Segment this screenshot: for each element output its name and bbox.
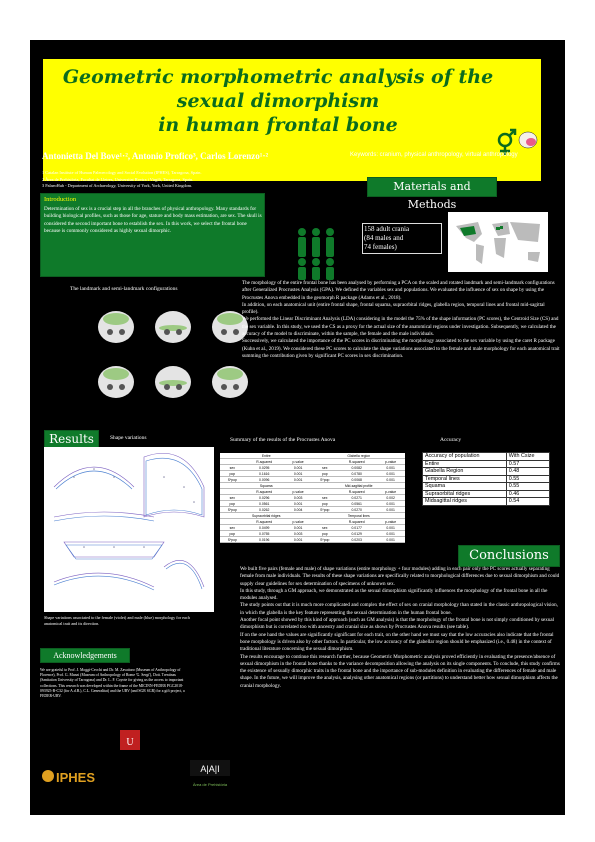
conclusions-paragraph: In this study, through a GM approach, we demonstrated as the sexual dimorphism significantly influences the morphology of the frontal bone in all the modules analysed. xyxy=(240,587,548,602)
iphes-logo-text: IPHES xyxy=(56,770,96,785)
table-cell: sex xyxy=(312,495,337,501)
methods-paragraph: Successively, we calculated the importance of the PC scores in discriminating the morphology associated to the sex variable by using the caret R package (Kuhn et al., 2019). We considered these PC scores to calculate the shape variations associated to the female and male morphology for each anatomical trait summing the contribution given by significant PC scores in sex discrimination. xyxy=(242,338,560,359)
table-header: p-value xyxy=(376,459,405,465)
table-cell: S*pop xyxy=(312,507,337,513)
table-cell: S*pop xyxy=(312,477,337,483)
table-cell: 0.001 xyxy=(376,525,405,531)
table-header: R-squared xyxy=(245,459,284,465)
table-cell: 0.55 xyxy=(506,475,549,483)
sample-size xyxy=(362,223,442,254)
sample-line: 158 adult crania xyxy=(364,225,410,233)
table-cell: sex xyxy=(312,465,337,471)
methods-paragraph: The morphology of the entire frontal bone has been analysed by performing a PCA on the scaled and rotated landmark and semi-landmark configurations after Generalized Procrustes Analysis (GPA). We defined the variables sex and populations. We evaluated the influence of sex on shape by using the Procrustes Anova embedded in the geomorph R package (Adams et al., 2018). xyxy=(242,280,555,301)
title-banner xyxy=(42,58,542,182)
table-cell: S*pop xyxy=(312,537,337,543)
title-line: Geometric morphometric analysis of the xyxy=(62,66,494,88)
table-header: With Csize xyxy=(506,453,549,461)
table-cell: 0.003 xyxy=(284,495,313,501)
table-row xyxy=(423,460,550,468)
table-cell: pop xyxy=(220,501,245,507)
table-cell: pop xyxy=(312,471,337,477)
table-cell: 0.0295 xyxy=(245,465,284,471)
table-header: R-squared xyxy=(337,489,376,495)
table-cell: Supraorbital ridges xyxy=(423,490,507,498)
table-cell: 0.001 xyxy=(376,507,405,513)
table-block-title: Supraorbital ridges xyxy=(220,513,312,519)
affiliation: 1 Catalan Institute of Human Paleoecology and Social Evolution (IPHES), Tarragona, Spain. xyxy=(42,170,202,175)
acknowledgements-heading: Acknowledgements xyxy=(40,648,130,663)
table-cell: 0.001 xyxy=(284,537,313,543)
table-cell: 0.0196 xyxy=(245,537,284,543)
materials-heading: Materials and Methods xyxy=(367,177,497,197)
table-cell: 0.46 xyxy=(506,490,549,498)
skull-configurations-figure xyxy=(88,302,258,412)
table-header: p-value xyxy=(284,459,313,465)
conclusions-paragraph: Another focal point showed by this kind of approach (such as GM analysis) is that the morphology of the frontal bone is not simply conditioned by sexual dimorphism but is correlated too with ancestry and cranial size as shows by Procrustes Anova results (see table). xyxy=(240,617,555,631)
table-cell: 0.001 xyxy=(284,465,313,471)
sample-line: 74 females) xyxy=(364,243,397,251)
iphes-logo-icon xyxy=(40,756,110,796)
logo-subtext: Àrea de Prehistòria xyxy=(192,782,228,787)
logo-text: A|A|I xyxy=(200,764,220,774)
table-block-title: Glabella region xyxy=(312,453,405,459)
table-cell: 0.0296 xyxy=(245,495,284,501)
table-cell: S*pop xyxy=(220,477,245,483)
table-cell: sex xyxy=(312,525,337,531)
introduction-box xyxy=(40,193,265,277)
accuracy-table xyxy=(422,452,550,506)
title-line: sexual dimorphism xyxy=(176,90,380,112)
table-cell: pop xyxy=(312,531,337,537)
table-cell: S*pop xyxy=(220,537,245,543)
table-cell: 0.001 xyxy=(284,471,313,477)
table-cell: Entire xyxy=(423,460,507,468)
table-cell: 0.0755 xyxy=(245,531,284,537)
table-cell: 0.0203 xyxy=(337,537,376,543)
table-block-title: Temporal lines xyxy=(312,513,405,519)
table-cell: 0.0096 xyxy=(245,477,284,483)
table-cell: 0.0561 xyxy=(245,501,284,507)
shape-variations-title: Shape variations xyxy=(110,435,147,441)
table-cell: 0.54 xyxy=(506,498,549,506)
table-header: p-value xyxy=(284,519,313,525)
table-cell: 0.55 xyxy=(506,483,549,491)
affiliations xyxy=(42,170,342,190)
poster-title xyxy=(43,65,513,137)
table-header: Accuracy of population xyxy=(423,453,507,461)
table-cell: 0.002 xyxy=(376,495,405,501)
table-cell: 0.0561 xyxy=(337,501,376,507)
table-header: p-value xyxy=(376,519,405,525)
university-logo-icon xyxy=(110,728,150,756)
table-cell: 0.0270 xyxy=(337,507,376,513)
authors: Antonietta Del Bove¹·², Antonio Profico³, Carlos Lorenzo¹·² xyxy=(42,151,269,161)
conclusions-paragraph: If on the one hand the values are significantly significant for each trait, on the other hand we must say that the low accuracies also indicate that the frontal bone morphology is driven also by other factors. In particular, the low accuracy of the glabellar region should be emphasized (i.e., 0.48) in the context of traditional literature concerning the sexual dimorphism. xyxy=(240,631,554,653)
table-block-title: Mid-sagittal profile xyxy=(312,483,405,489)
table-cell: 0.0271 xyxy=(337,495,376,501)
table-cell: 0.0499 xyxy=(245,525,284,531)
research-group-logo-icon xyxy=(190,760,230,792)
title-line: in human frontal bone xyxy=(158,114,398,136)
table-cell: pop xyxy=(220,471,245,477)
methods-paragraph: We performed the Linear Discriminant Analysis (LDA) considering in the model the 75% of the shape information (PC scores), the Centroid Size (CS) and the sex variable. In this study, we used the CS as a proxy for the actual size of the anatomical regions under investigation. Subsequently, we calculated the accuracy of the model to discriminate, within the sample, the female and the male individuals. xyxy=(242,316,559,338)
affiliation: 3 PalaeoHub - Department of Archaeology, University of York, York, United Kingdom. xyxy=(42,183,193,188)
table-block-title: Entire xyxy=(220,453,312,459)
table-cell: 0.001 xyxy=(376,501,405,507)
table-cell: 0.001 xyxy=(284,477,313,483)
results-heading: Results xyxy=(44,430,99,448)
table-cell: Squama xyxy=(423,483,507,491)
keywords: Keywords: cranium, physical anthropology, virtual anthropology xyxy=(350,152,518,158)
acknowledgements-text: We are grateful to Prof. J. Moggi-Cecchi and Dr. M. Zavattaro (Museum of Anthropology of Florence), Prof. G. Manzi (Museum of Anthropology of Rome 'G. Sergi'), Dott. Trentinas (Sanitation University of Tarragona) and Dr. L. F. Coyote for giving us the access to important collections. This research was developed within the frame of the MICINN-FEDER PGC2018-093925-B-C32 (for A.d.B.), C.L. Generalitat) and the URV (and SGR SGR) for a gift project, a FEDER-URV. xyxy=(40,668,185,699)
world-map-icon xyxy=(448,212,548,272)
accuracy-title: Accuracy xyxy=(440,437,462,443)
affiliation: 2 Àrea de Prehistòria, Facultat de Lletres, Universitat Rovira i Virgili, Tarragona, Spain. xyxy=(42,176,194,182)
table-cell: sex xyxy=(220,495,245,501)
table-row xyxy=(423,475,550,483)
table-cell: S*pop xyxy=(220,507,245,513)
table-cell: 0.0068 xyxy=(337,477,376,483)
table-cell: 0.0129 xyxy=(337,531,376,537)
summary-title: Summary of the results of the Procrustes Anova xyxy=(230,437,336,443)
table-cell: 0.0177 xyxy=(337,525,376,531)
table-cell: Glabella Region xyxy=(423,468,507,476)
sample-line: (84 males and xyxy=(364,234,404,242)
table-row xyxy=(220,537,405,543)
table-header: p-value xyxy=(376,489,405,495)
shape-caption: Shape variations associated to the female (violet) and male (blue) morphology for each anatomical trait and its direction. xyxy=(44,615,190,626)
table-header: R-squared xyxy=(337,459,376,465)
landmark-title: The landmark and semi-landmark configurations xyxy=(70,286,178,292)
table-cell: Midsagittal ridges xyxy=(423,498,507,506)
table-cell: pop xyxy=(220,531,245,537)
table-cell: 0.001 xyxy=(376,477,405,483)
table-cell: 0.0082 xyxy=(337,465,376,471)
table-cell: 0.001 xyxy=(376,537,405,543)
introduction-text: Determination of sex is a crucial step in all the branches of physical anthropology. Many standards for building biological profiles, such as those for age, stature and body mass estimation, are sex. The skull is considered the second important bone to establish the sex. In this work, we select the frontal bone because is commonly considered as highly sexual dimorphic. xyxy=(44,206,262,235)
methods-text xyxy=(242,280,560,360)
table-cell: 0.0262 xyxy=(245,507,284,513)
table-cell: 0.001 xyxy=(376,471,405,477)
table-cell: 0.57 xyxy=(506,460,549,468)
table-cell: Temporal lines xyxy=(423,475,507,483)
table-cell: 0.003 xyxy=(284,531,313,537)
table-cell: 0.001 xyxy=(376,465,405,471)
table-header: R-squared xyxy=(337,519,376,525)
table-header: p-value xyxy=(284,489,313,495)
table-cell: 0.48 xyxy=(506,468,549,476)
table-row xyxy=(423,468,550,476)
table-header: R-squared xyxy=(245,519,284,525)
logos xyxy=(40,728,230,803)
table-cell: sex xyxy=(220,525,245,531)
table-cell: 0.001 xyxy=(284,525,313,531)
table-header: R-squared xyxy=(245,489,284,495)
conclusions-paragraph: The results encourage to continue this research further, because Geometric Morphometric analysis proved efficiently in evaluating the presence/absence of sexual dimorphism in the frontal bone thanks to the variance decomposition allowing the analysis on its single components. To conclude, this study confirms the existence of sexually dimorphic traits in the frontal bone and the importance of sub-modules definition in evaluating the differences of female and male shape. In the future, we will improve the analysis, analysing other anatomical regions (or partitions) to understand better how sexual dimorphism affects the cranial morphology. xyxy=(240,653,560,689)
svg-text:U: U xyxy=(126,737,134,748)
table-cell: 0.001 xyxy=(376,531,405,537)
procrustes-anova-table xyxy=(220,453,405,543)
table-row xyxy=(423,498,550,506)
table-block-title: Squama xyxy=(220,483,312,489)
methods-paragraph: In addition, on each anatomical unit (entire frontal shape, frontal squama, supraorbital ridges, glabella region, temporal lines and frontal mid-sagittal profile). xyxy=(242,301,545,316)
conclusions-heading: Conclusions xyxy=(458,545,560,567)
table-cell: 0.001 xyxy=(284,501,313,507)
table-row xyxy=(423,453,550,461)
poster xyxy=(30,40,565,815)
table-cell: 0.1616 xyxy=(245,471,284,477)
conclusions-text xyxy=(240,566,560,690)
table-cell: 0.0780 xyxy=(337,471,376,477)
table-row xyxy=(423,483,550,491)
table-row xyxy=(423,490,550,498)
conclusions-paragraph: The study points out that it is much more complicated and complex the effect of sex on cranial morphology than stated in the classic anthropological vision, in which the glabella is the key feature representing the sexual determination in the human frontal bone. xyxy=(240,602,558,616)
conclusions-paragraph: We built five pairs (female and male) of shape variations (entire morphology + four modules) adding in each pair only the PC scores actually separating female from male individuals. The results of these shape variations are specifically related to morphological differences due to sexual dimorphism and could supply clear guidelines for sex determination of specimens of unknown sex. xyxy=(240,566,560,587)
introduction-heading: Introduction xyxy=(44,196,77,203)
table-cell: sex xyxy=(220,465,245,471)
table-cell: 0.004 xyxy=(284,507,313,513)
table-cell: pop xyxy=(312,501,337,507)
shape-variations-figure xyxy=(44,447,214,612)
